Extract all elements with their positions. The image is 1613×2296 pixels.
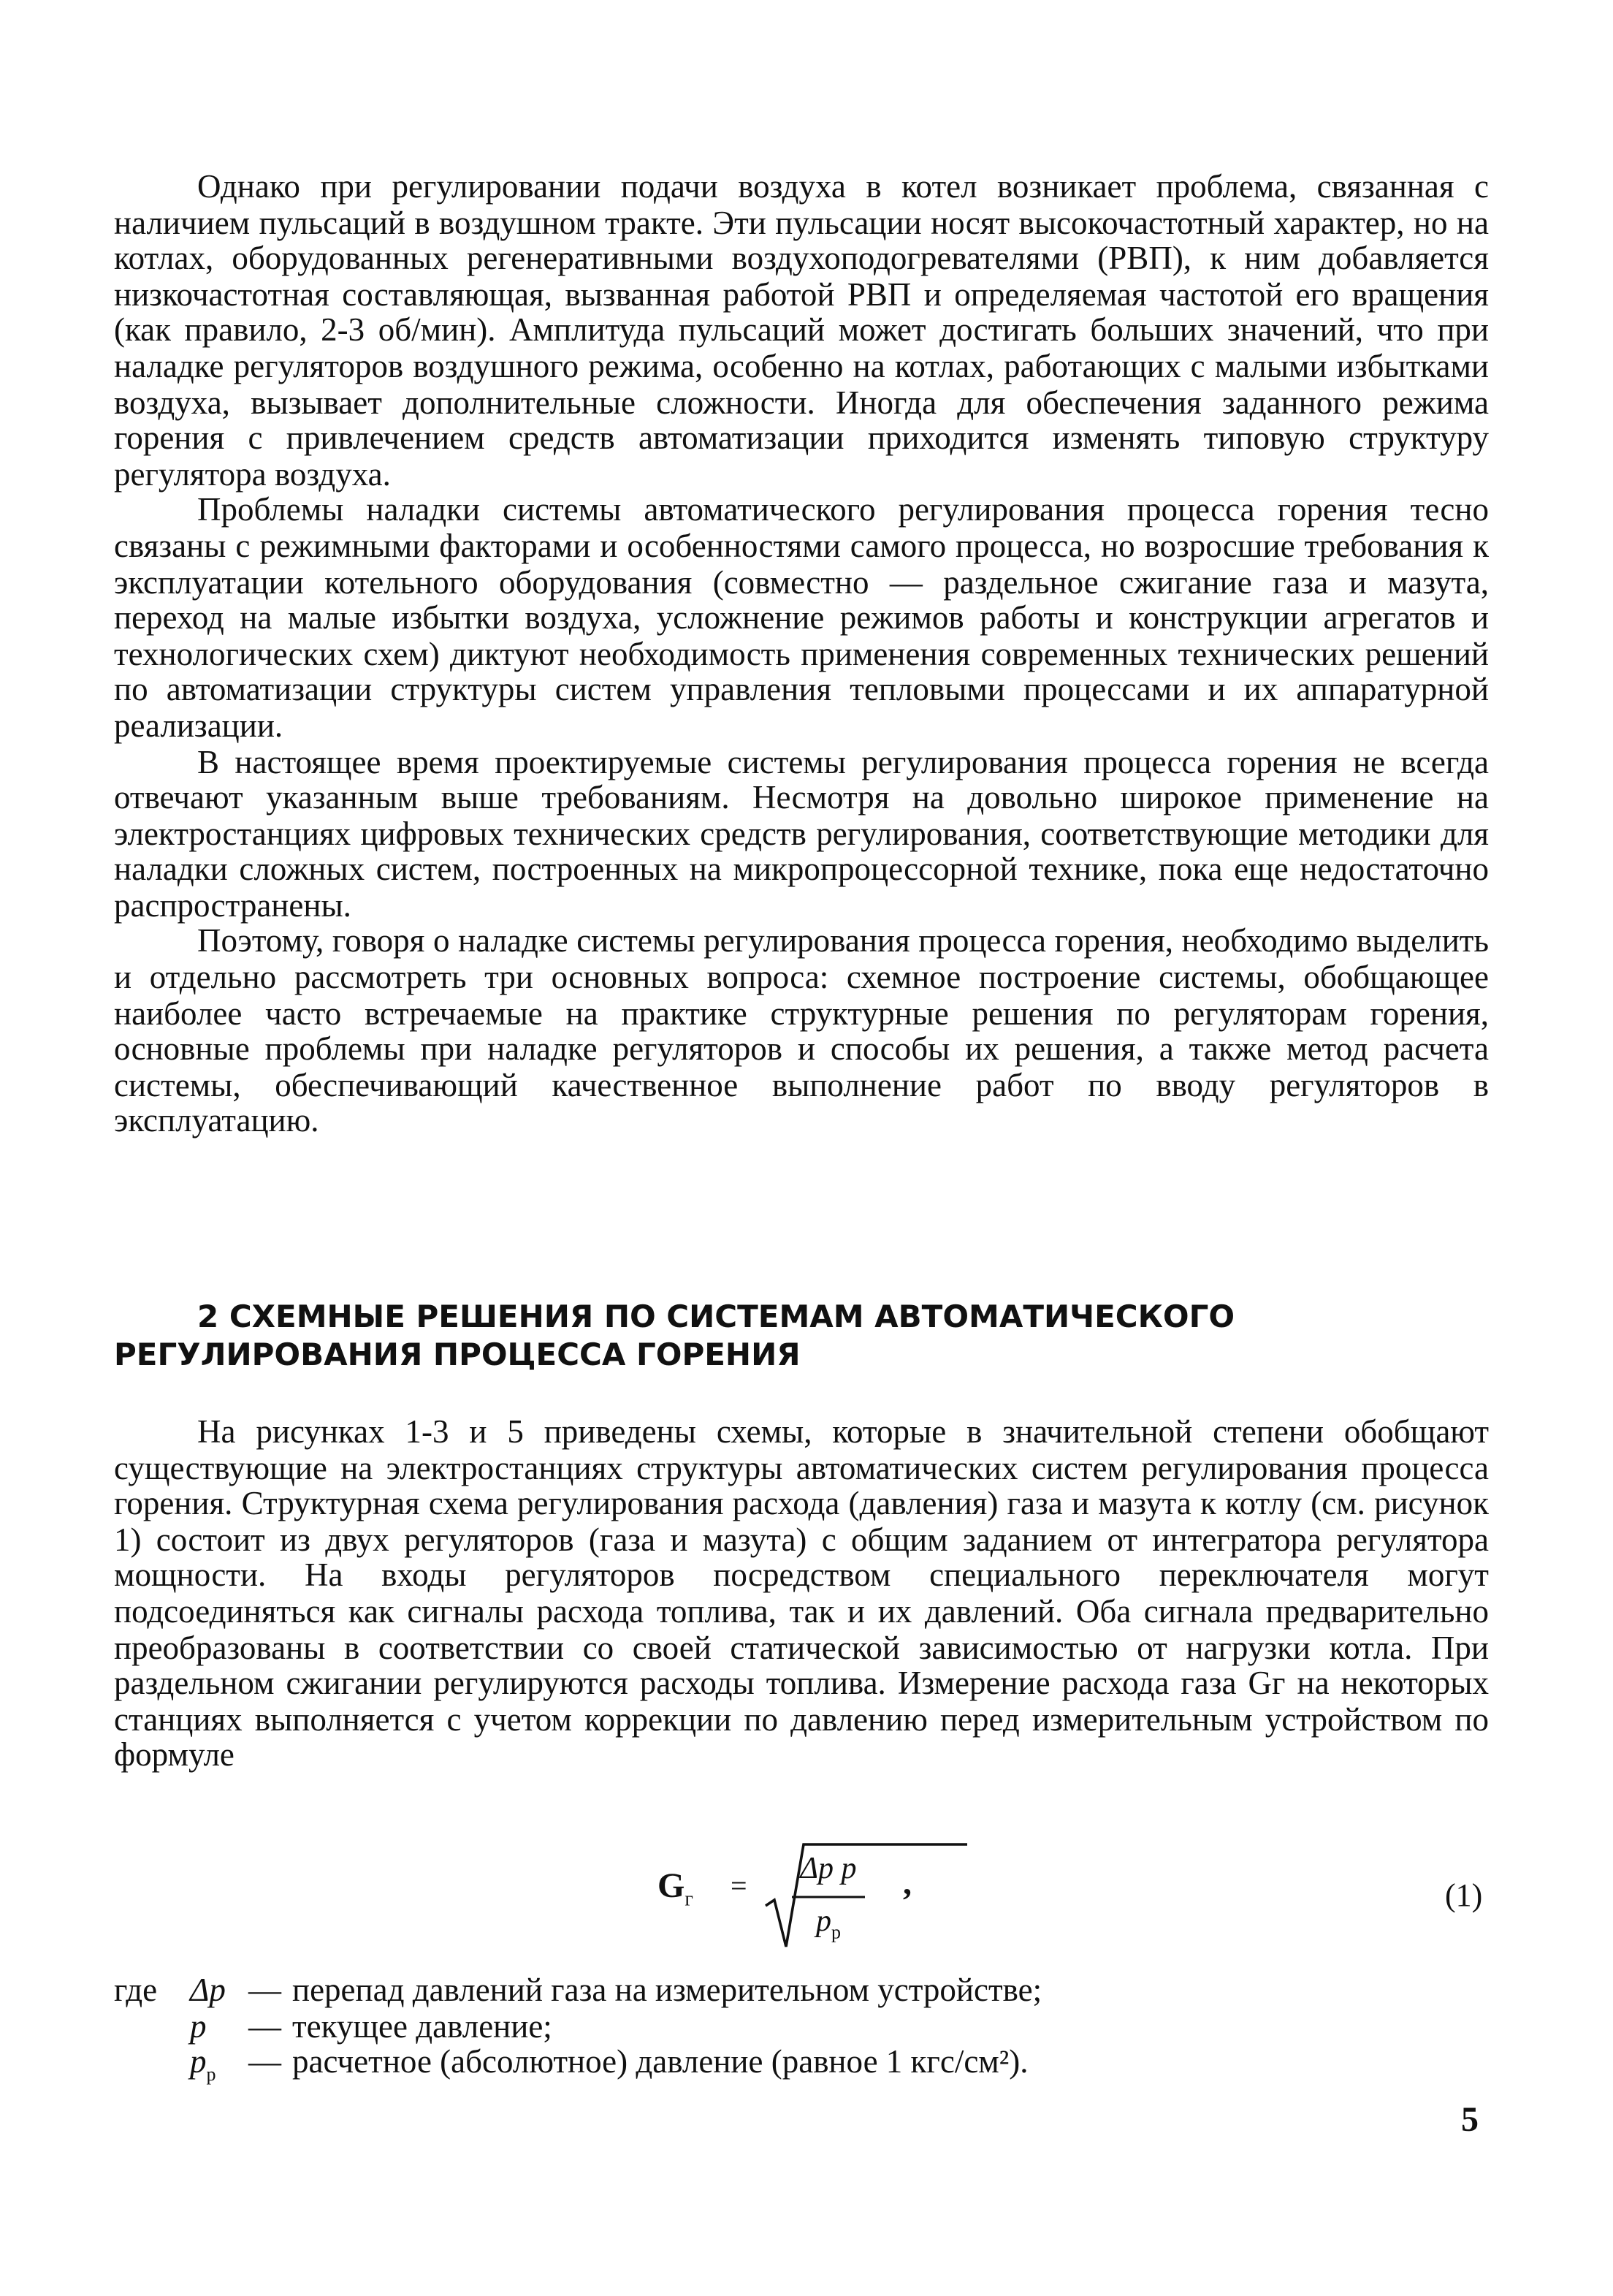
definition-text: текущее давление; — [292, 2007, 552, 2045]
definition-dash: — — [248, 2007, 281, 2045]
definition-symbol: $p_р$ — [190, 2043, 216, 2086]
definition-row — [114, 2009, 1429, 2045]
paragraph: Проблемы наладки системы автоматического регулирования процесса горения тесно связаны с режимными факторами и особенностями самого процесса, но возросшие требования к эксплуатации котельного оборудования (совместно — раздельное сжигание газа и мазута, переход на малые избытки воздуха, усложнение режимов работы и конструкции агрегатов и технологических схем) диктуют необходимость применения современных технических решений по автоматизации структуры систем управления тепловыми процессами и их аппаратурной реализации. — [114, 491, 1489, 744]
paragraph: В настоящее время проектируемые системы регулирования процесса горения не всегда отвечают указанным выше требованиям. Несмотря на довольно широкое применение на электростанциях цифровых технических средств регулирования, соответствующие методики для наладки сложных систем, построенных на микропроцессорной технике, пока еще недостаточно распространены. — [114, 743, 1489, 924]
definitions-list — [114, 1973, 1429, 2094]
definition-text: расчетное (абсолютное) давление (равное 1 кгс/см²). — [292, 2043, 1029, 2080]
section-heading-line: РЕГУЛИРОВАНИЯ ПРОЦЕССА ГОРЕНИЯ — [114, 1337, 801, 1372]
definition-dash: — — [248, 2043, 281, 2080]
formula-equals: = — [731, 1871, 747, 1903]
equation-number: (1) — [1445, 1877, 1483, 1913]
formula-denominator: $p_р$ — [816, 1903, 841, 1943]
formula — [657, 1839, 1125, 1955]
section-heading — [114, 1298, 1489, 1374]
definition-symbol: Δp — [190, 1972, 226, 2008]
page-number: 5 — [1461, 2102, 1479, 2140]
section-heading-line: 2 СХЕМНЫЕ РЕШЕНИЯ ПО СИСТЕМАМ АВТОМАТИЧЕСКОГО — [197, 1299, 1235, 1334]
paragraph: Однако при регулировании подачи воздуха в котел возникает проблема, связанная с наличием пульсаций в воздушном тракте. Эти пульсации носят высокочастотный характер, но на котлах, оборудованных регенеративными воздухоподогревателями (РВП), к ним добавляется низкочастотная составляющая, вызванная работой РВП и определяемая частотой его вращения (как правило, 2-3 об/мин). Амплитуда пульсаций может достигать больших значений, что при наладке регуляторов воздушного режима, особенно на котлах, работающих с малыми избытками воздуха, вызывает дополнительные сложности. Иногда для обеспечения заданного режима горения с привлечением средств автоматизации приходится изменять типовую структуру регулятора воздуха. — [114, 168, 1489, 493]
intro-text — [114, 170, 1489, 1140]
paragraph: Поэтому, говоря о наладке системы регулирования процесса горения, необходимо выделить и отдельно рассмотреть три основных вопроса: схемное построение системы, обобщающее наиболее часто встречаемые на практике структурные решения по регуляторам горения, основные проблемы при наладке регуляторов и способы их решения, а также метод расчета системы, обеспечивающий качественное выполнение работ по вводу регуляторов в эксплуатацию. — [114, 922, 1489, 1139]
formula-comma: , — [903, 1865, 912, 1903]
definition-row — [114, 1973, 1429, 2009]
definition-text: перепад давлений газа на измерительном устройстве; — [292, 1972, 1042, 2008]
where-word: где — [114, 1972, 158, 2008]
paragraph: На рисунках 1-3 и 5 приведены схемы, которые в значительной степени обобщают существующие на электростанциях структуры автоматических систем регулирования процесса горения. Структурная схема регулирования расхода (давления) газа и мазута к котлу (см. рисунок 1) состоит из двух регуляторов (газа и мазута) с общим заданием от интегратора регулятора мощности. На входы регуляторов посредством специального переключателя могут подсоединяться как сигналы расхода топлива, так и их давлений. Оба сигнала предварительно преобразованы в соответствии со своей статической зависимостью от нагрузки котла. При раздельном сжигании регулируются расходы топлива. Измерение расхода газа Gг на некоторых станциях выполняется с учетом коррекции по давлению перед измерительным устройством по формуле — [114, 1413, 1489, 1774]
formula-lhs: $G_г$ — [657, 1868, 693, 1912]
definition-symbol: p — [190, 2007, 207, 2045]
section-text — [114, 1415, 1489, 1774]
definition-dash: — — [248, 1972, 281, 2008]
formula-numerator: Δp p — [800, 1850, 857, 1885]
definition-row — [114, 2045, 1429, 2093]
